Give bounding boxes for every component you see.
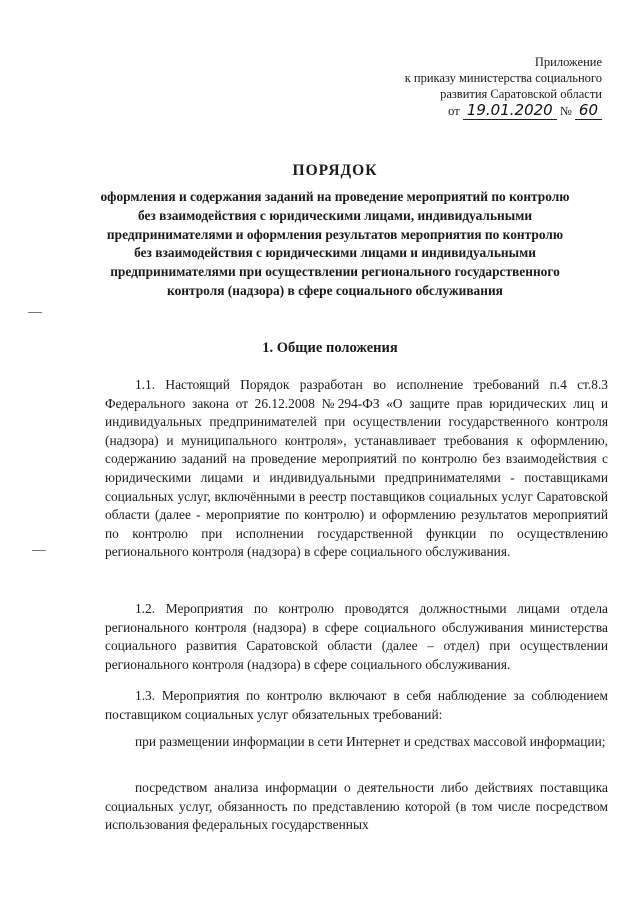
document-title-block [100, 162, 570, 301]
paragraph-analysis: посредством анализа информации о деятельности либо действиях поставщика социальных услуг, обязанность по представлению которой (в том числе посредством использования федеральных государственных [105, 780, 608, 833]
number-prefix: № [559, 104, 572, 118]
appendix-line-3: развития Саратовской области [440, 87, 602, 101]
handwritten-number: 60 [575, 101, 602, 120]
section-heading: 1. Общие положения [262, 340, 398, 356]
paragraph-1-1: 1.1. Настоящий Порядок разработан во исполнение требований п.4 ст.8.3 Федерального закона от 26.12.2008 №294-ФЗ «О защите прав юридических лиц и индивидуальных предпринимателей при осуществлении государственного контроля (надзора) и муниципального контроля», устанавливает требования к оформлению, содержанию заданий на проведение мероприятий по контролю без взаимодействия с юридическими лицами и индивидуальными предпринимателями - поставщиками социальных услуг, включёнными в реестр поставщиков социальных услуг Саратовской области (далее - мероприятие по контролю) и оформлению результатов мероприятий по контролю при исполнении государственной функции по осуществлению регионального контроля (надзора) в сфере социального обслуживания. [105, 377, 608, 560]
date-prefix: от [448, 104, 460, 118]
appendix-block [405, 54, 602, 119]
document-title: ПОРЯДОК [292, 162, 378, 179]
paragraph-1-2: 1.2. Мероприятия по контролю проводятся должностными лицами отдела регионального контроля (надзора) в сфере социального обслуживания министерства социального развития Саратовской области (далее – отдел) при осуществлении регионального контроля (надзора) в сфере социального обслуживания. [105, 601, 608, 672]
document-subtitle: оформления и содержания заданий на проведение мероприятий по контролю без взаимодействия с юридическими лицами, индивидуальными предпринимателями и оформления результатов мероприятия по контролю без взаимодействия с юридическими лицами и индивидуальными предпринимателями при осуществлении регионального государственного контроля (надзора) в сфере социального обслуживания [100, 189, 570, 298]
appendix-date-number-line [405, 102, 602, 119]
appendix-line-1: Приложение [534, 55, 602, 69]
scan-margin-mark [28, 312, 42, 313]
appendix-line-2: к приказу министерства социального [404, 71, 602, 85]
paragraph-internet: при размещении информации в сети Интернет и средствах массовой информации; [135, 734, 606, 749]
paragraph-1-3: 1.3. Мероприятия по контролю включают в себя наблюдение за соблюдением поставщиком социальных услуг обязательных требований: [105, 688, 608, 722]
scan-margin-mark [32, 550, 46, 551]
handwritten-date: 19.01.2020 [463, 101, 557, 120]
